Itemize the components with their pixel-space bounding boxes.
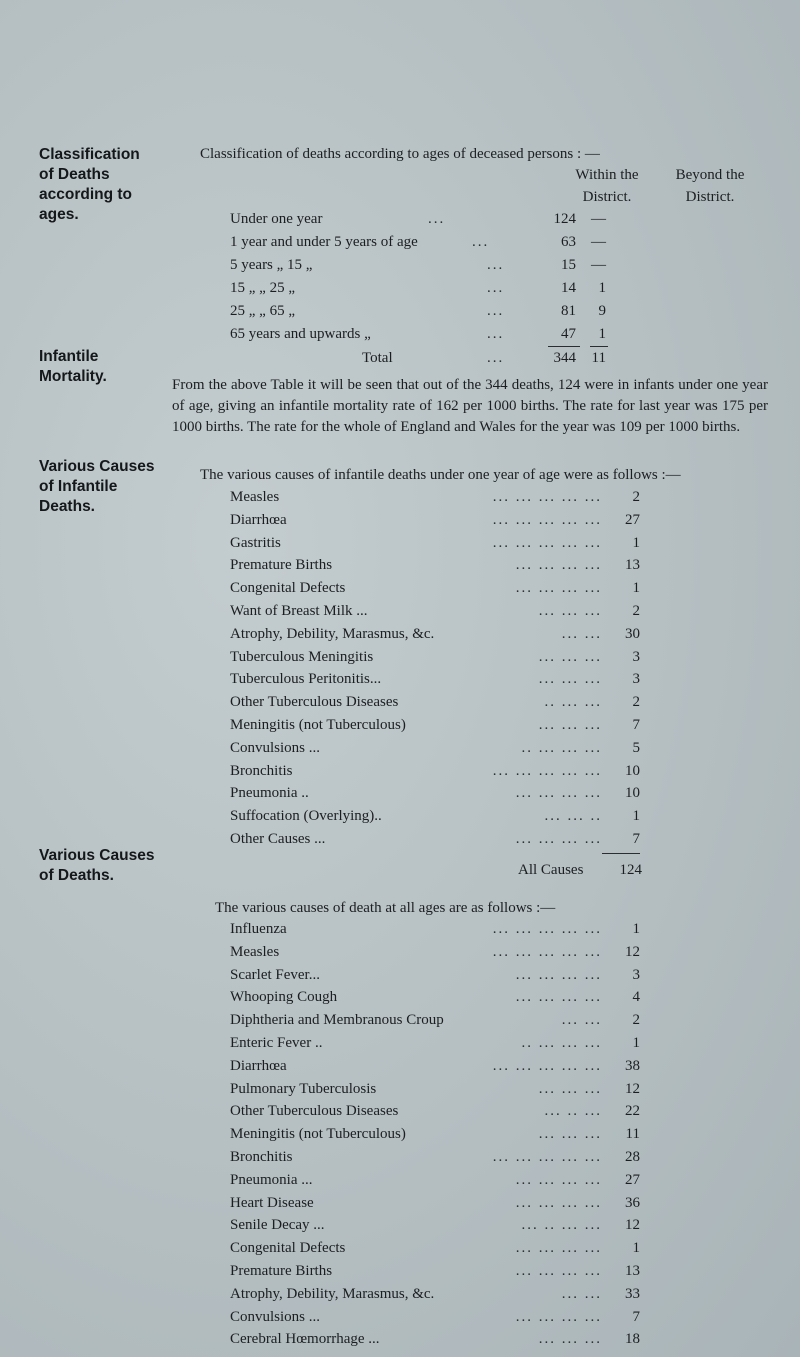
cause-label: Other Causes ... xyxy=(230,831,326,847)
cause-count: 2 xyxy=(632,489,640,505)
cause-label: Pneumonia ... xyxy=(230,1171,313,1188)
infantile-cause-row xyxy=(230,486,660,508)
age-table-header-within xyxy=(552,164,662,208)
infantile-cause-row xyxy=(230,714,660,736)
all-cause-row xyxy=(230,1100,660,1122)
sidebar-line: ages. xyxy=(39,206,79,223)
cause-count: 7 xyxy=(632,831,640,847)
infantile-total-rule xyxy=(602,853,640,854)
all-cause-row xyxy=(230,1123,660,1145)
all-causes-intro: The various causes of death at all ages are as follows :— xyxy=(215,900,556,916)
total-label: All Causes xyxy=(518,862,584,878)
leader-dots: ... ... ... ... ... xyxy=(492,534,602,551)
age-table-total-row xyxy=(230,347,650,369)
cause-count: 3 xyxy=(632,966,640,983)
cause-label: Diarrhœa xyxy=(230,511,287,528)
age-label: 15 „ „ 25 „ xyxy=(230,280,295,296)
age-label: Under one year xyxy=(230,211,323,227)
cause-count: 1 xyxy=(632,580,640,597)
leader-dots: ... ... ... ... ... xyxy=(492,489,602,505)
leader-dots: ... ... ... xyxy=(538,1080,602,1097)
leader-dots: ... ... ... ... xyxy=(515,989,602,1006)
total-beyond: 11 xyxy=(591,350,606,366)
leader-dots: ... ... ... ... xyxy=(515,1263,602,1279)
cause-label: Enteric Fever .. xyxy=(230,1035,323,1051)
beyond-value: — xyxy=(591,234,606,250)
age-table-header-beyond xyxy=(650,164,770,208)
leader-dots: ... ... ... ... xyxy=(515,1308,602,1325)
infantile-cause-row xyxy=(230,668,660,690)
all-cause-row xyxy=(230,1055,660,1077)
cause-count: 4 xyxy=(632,989,640,1006)
leader-dots: ... .. ... xyxy=(544,1103,602,1120)
cause-count: 27 xyxy=(625,511,640,528)
infantile-cause-row xyxy=(230,554,660,576)
sidebar-line: Infantile xyxy=(39,348,99,365)
leader-dots: ... ... ... xyxy=(538,671,602,688)
table-row xyxy=(230,231,650,253)
sidebar-heading-all-causes xyxy=(39,846,154,886)
infantile-cause-row xyxy=(230,600,660,622)
infantile-cause-row xyxy=(230,760,660,782)
header-line: Within the xyxy=(575,167,639,183)
header-line: Beyond the xyxy=(675,167,745,183)
header-line: District. xyxy=(685,189,735,205)
cause-label: Influenza xyxy=(230,921,287,937)
cause-count: 2 xyxy=(632,603,640,619)
leader-dots: ... ... ... ... xyxy=(515,1194,602,1211)
cause-label: Scarlet Fever... xyxy=(230,966,320,983)
age-label: 65 years and upwards „ xyxy=(230,326,371,342)
cause-label: Tuberculous Meningitis xyxy=(230,648,374,665)
cause-count: 36 xyxy=(625,1194,640,1211)
leader-dots: ... ... ... ... ... xyxy=(492,511,602,528)
total-value: 124 xyxy=(619,862,642,878)
cause-label: Convulsions ... xyxy=(230,1308,321,1325)
leader-dots: ... ... .. xyxy=(544,808,602,825)
beyond-value: — xyxy=(591,257,606,273)
cause-count: 10 xyxy=(625,762,640,779)
leader-dots: ... ... ... xyxy=(538,717,602,733)
age-label: 25 „ „ 65 „ xyxy=(230,303,295,319)
cause-count: 1 xyxy=(632,1035,640,1051)
sidebar-line: Various Causes xyxy=(39,458,155,475)
within-value: 14 xyxy=(561,280,576,296)
leader-dots: ... xyxy=(472,234,490,250)
leader-dots: ... ... ... ... ... xyxy=(492,1057,602,1074)
all-cause-row xyxy=(230,1146,660,1168)
within-value: 124 xyxy=(553,211,576,227)
cause-label: Heart Disease xyxy=(230,1194,314,1211)
cause-label: Pulmonary Tuberculosis xyxy=(230,1080,377,1097)
cause-label: Convulsions ... xyxy=(230,739,321,756)
header-line: District. xyxy=(582,189,632,205)
cause-count: 13 xyxy=(625,557,640,574)
cause-label: Suffocation (Overlying).. xyxy=(230,808,382,825)
cause-label: Measles xyxy=(230,943,280,960)
cause-label: Tuberculous Peritonitis... xyxy=(230,671,382,688)
cause-count: 2 xyxy=(632,1012,640,1029)
all-cause-row xyxy=(230,1283,660,1305)
infantile-cause-row xyxy=(230,577,660,599)
cause-label: Whooping Cough xyxy=(230,989,338,1006)
cause-count: 3 xyxy=(632,648,640,665)
sidebar-line: Mortality. xyxy=(39,368,107,385)
leader-dots: ... ... ... ... xyxy=(515,1171,602,1188)
infantile-cause-row xyxy=(230,737,660,759)
cause-label: Other Tuberculous Diseases xyxy=(230,694,399,711)
table-row xyxy=(230,277,650,299)
age-label: 1 year and under 5 years of age xyxy=(230,234,418,250)
cause-label: Premature Births xyxy=(230,557,333,574)
sidebar-line: of Infantile xyxy=(39,478,118,495)
all-cause-row xyxy=(230,1169,660,1191)
cause-count: 12 xyxy=(625,943,640,960)
cause-count: 30 xyxy=(625,625,640,642)
leader-dots: ... xyxy=(487,326,505,342)
cause-count: 27 xyxy=(625,1171,640,1188)
infantile-cause-row xyxy=(230,691,660,713)
infantile-cause-row xyxy=(230,509,660,531)
table-row xyxy=(230,300,650,322)
infantile-causes-intro: The various causes of infantile deaths under one year of age were as follows :— xyxy=(200,467,681,483)
within-value: 15 xyxy=(561,257,576,273)
beyond-value: 1 xyxy=(598,280,606,296)
infantile-cause-row xyxy=(230,805,660,827)
cause-label: Congenital Defects xyxy=(230,580,346,597)
cause-label: Meningitis (not Tuberculous) xyxy=(230,717,406,733)
cause-label: Congenital Defects xyxy=(230,1240,346,1257)
cause-count: 38 xyxy=(625,1057,640,1074)
all-cause-row xyxy=(230,941,660,963)
all-cause-row xyxy=(230,1078,660,1100)
cause-label: Pneumonia .. xyxy=(230,785,309,802)
all-cause-row xyxy=(230,1214,660,1236)
leader-dots: ... ... ... ... ... xyxy=(492,762,602,779)
all-cause-row xyxy=(230,986,660,1008)
leader-dots: ... xyxy=(487,280,505,296)
infantile-cause-row xyxy=(230,623,660,645)
cause-count: 1 xyxy=(632,808,640,825)
within-value: 81 xyxy=(561,303,576,319)
infantile-cause-row xyxy=(230,532,660,554)
cause-label: Measles xyxy=(230,489,280,505)
total-label: Total xyxy=(362,350,393,366)
cause-count: 12 xyxy=(625,1080,640,1097)
all-cause-row xyxy=(230,1009,660,1031)
age-label: 5 years „ 15 „ xyxy=(230,257,313,273)
leader-dots: .. ... ... ... xyxy=(521,1035,602,1051)
leader-dots: ... ... ... ... xyxy=(515,580,602,597)
sidebar-line: according to xyxy=(39,186,133,203)
cause-label: Diphtheria and Membranous Croup xyxy=(230,1012,444,1029)
leader-dots: ... ... xyxy=(561,1012,602,1029)
cause-label: Cerebral Hœmorrhage ... xyxy=(230,1331,380,1348)
sidebar-line: Classification xyxy=(39,146,140,163)
leader-dots: ... .. ... ... xyxy=(521,1217,602,1234)
leader-dots: ... xyxy=(428,211,446,227)
cause-label: Want of Breast Milk ... xyxy=(230,603,368,619)
cause-count: 22 xyxy=(625,1103,640,1120)
cause-count: 2 xyxy=(632,694,640,711)
cause-label: Premature Births xyxy=(230,1263,333,1279)
all-cause-row xyxy=(230,964,660,986)
total-within: 344 xyxy=(553,350,576,366)
infantile-cause-row xyxy=(230,828,660,850)
cause-count: 12 xyxy=(625,1217,640,1234)
cause-label: Senile Decay ... xyxy=(230,1217,325,1234)
cause-label: Other Tuberculous Diseases xyxy=(230,1103,399,1120)
leader-dots: ... ... ... ... ... xyxy=(492,1149,602,1165)
table-row xyxy=(230,208,650,230)
sidebar-heading-infantile-causes xyxy=(39,457,154,517)
leader-dots: ... ... ... ... xyxy=(515,831,602,847)
cause-count: 3 xyxy=(632,671,640,688)
cause-count: 18 xyxy=(625,1331,640,1348)
leader-dots: ... ... xyxy=(561,1285,602,1302)
leader-dots: ... ... ... xyxy=(538,1331,602,1348)
all-cause-row xyxy=(230,1237,660,1259)
cause-count: 1 xyxy=(632,1240,640,1257)
age-table-intro: Classification of deaths according to ages of deceased persons : — xyxy=(200,146,600,162)
sidebar-line: Various Causes xyxy=(39,847,155,864)
infantile-cause-row xyxy=(230,646,660,668)
all-cause-row xyxy=(230,1192,660,1214)
beyond-value: 9 xyxy=(598,303,606,319)
within-value: 63 xyxy=(561,234,576,250)
table-row xyxy=(230,254,650,276)
leader-dots: ... xyxy=(487,303,505,319)
leader-dots: ... ... ... ... ... xyxy=(492,943,602,960)
cause-label: Diarrhœa xyxy=(230,1057,287,1074)
cause-count: 1 xyxy=(632,921,640,937)
cause-label: Bronchitis xyxy=(230,762,293,779)
cause-count: 7 xyxy=(632,1308,640,1325)
beyond-value: — xyxy=(591,211,606,227)
leader-dots: ... xyxy=(487,257,505,273)
leader-dots: .. ... ... ... xyxy=(521,739,602,756)
infantile-mortality-paragraph: From the above Table it will be seen that out of the 344 deaths, 124 were in infants under one year of age, giving an infantile mortality rate of 162 per 1000 births. The rate for last year was 175 per 1000 births. The rate for the whole of England and Wales for the year was 109 per 1000 births. xyxy=(172,377,768,435)
cause-label: Atrophy, Debility, Marasmus, &c. xyxy=(230,625,435,642)
sidebar-heading-infantile-mortality xyxy=(39,347,107,387)
sidebar-line: Deaths. xyxy=(39,498,95,515)
all-cause-row xyxy=(230,1032,660,1054)
leader-dots: ... ... ... xyxy=(538,648,602,665)
cause-label: Atrophy, Debility, Marasmus, &c. xyxy=(230,1285,435,1302)
cause-label: Gastritis xyxy=(230,534,281,551)
leader-dots: ... ... ... ... xyxy=(515,966,602,983)
cause-label: Meningitis (not Tuberculous) xyxy=(230,1126,406,1143)
leader-dots: ... xyxy=(487,350,505,366)
beyond-value: 1 xyxy=(598,326,606,342)
leader-dots: ... ... ... ... xyxy=(515,785,602,802)
cause-count: 1 xyxy=(632,534,640,551)
all-cause-row xyxy=(230,1260,660,1282)
cause-count: 11 xyxy=(625,1126,640,1143)
within-value: 47 xyxy=(561,326,576,342)
leader-dots: ... ... ... ... xyxy=(515,1240,602,1257)
leader-dots: ... ... ... xyxy=(538,1126,602,1143)
cause-count: 13 xyxy=(625,1263,640,1279)
table-row xyxy=(230,323,650,345)
sidebar-heading-classification xyxy=(39,145,140,225)
sidebar-line: of Deaths. xyxy=(39,867,114,884)
leader-dots: .. ... ... xyxy=(544,694,602,711)
all-cause-row xyxy=(230,1306,660,1328)
all-cause-row xyxy=(230,1328,660,1350)
cause-count: 7 xyxy=(632,717,640,733)
all-cause-row xyxy=(230,918,660,940)
infantile-cause-row xyxy=(230,782,660,804)
cause-count: 5 xyxy=(632,739,640,756)
cause-count: 10 xyxy=(625,785,640,802)
cause-count: 28 xyxy=(625,1149,640,1165)
cause-label: Bronchitis xyxy=(230,1149,293,1165)
leader-dots: ... ... ... ... xyxy=(515,557,602,574)
leader-dots: ... ... xyxy=(561,625,602,642)
leader-dots: ... ... ... ... ... xyxy=(492,921,602,937)
sidebar-line: of Deaths xyxy=(39,166,110,183)
leader-dots: ... ... ... xyxy=(538,603,602,619)
infantile-total-row xyxy=(230,859,660,881)
cause-count: 33 xyxy=(625,1285,640,1302)
